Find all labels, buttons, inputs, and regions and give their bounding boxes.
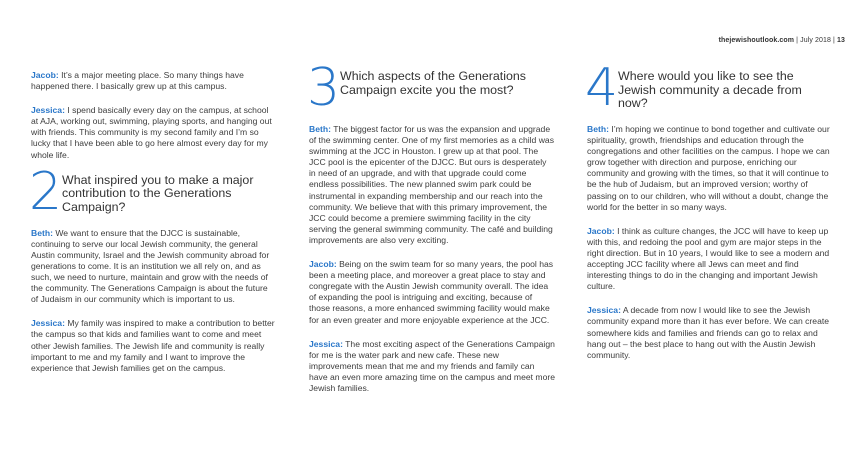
question-block bbox=[585, 58, 833, 118]
page-number: 13 bbox=[837, 37, 845, 44]
header-separator: | bbox=[796, 37, 801, 44]
answer-text: We want to ensure that the DJCC is sustainable, continuing to serve our local Jewish community, the general Austin community, Israel and the Jewish community abroad for generations to come. It is an institution we all rely on, and as such, we need to nurture, maintain and grow with the needs of the community. The Generations Campaign is about the future of Judaism in our community which is important to us. bbox=[31, 227, 270, 305]
column-right bbox=[585, 58, 833, 374]
question-number: 4 bbox=[585, 58, 619, 118]
answer-paragraph bbox=[31, 228, 277, 306]
answer-paragraph bbox=[587, 305, 833, 360]
answer-text: My family was inspired to make a contribution to better the campus so that kids and families want to come and meet other Jewish families. The Jewish life and community is really important to me and my family and I want to improve the experience that Jewish families get on the campus. bbox=[31, 318, 275, 373]
answer-paragraph bbox=[31, 318, 277, 373]
question-number: 3 bbox=[307, 58, 341, 118]
answer-paragraph bbox=[31, 105, 277, 160]
question-block bbox=[29, 161, 277, 222]
speaker-name: Beth: bbox=[31, 227, 53, 238]
answer-paragraph bbox=[309, 339, 555, 394]
answer-text: It’s a major meeting place. So many things have happened there. I basically grew up at this campus. bbox=[31, 70, 244, 92]
page-header bbox=[719, 37, 845, 44]
answer-text: Being on the swim team for so many years, the pool has been a meeting place, and moreover a great place to stay and congregate with the Austin Jewish community overall. The idea of expanding the pool is intriguing and exciting, because of those reasons, a more enhanced swimming facility would make for an even greater and more enjoyable experience at the JCC. bbox=[309, 259, 554, 325]
question-heading: What inspired you to make a major contribution to the Generations Campaign? bbox=[62, 172, 254, 214]
answer-paragraph bbox=[587, 226, 833, 293]
answer-text: The most exciting aspect of the Generations Campaign for me is the water park and new cafe. These new improvements mean that me and my friends and family can have an even more amazing time on the campus and meet more Jewish families. bbox=[309, 338, 556, 393]
answer-paragraph bbox=[309, 124, 555, 246]
site-name: thejewishoutlook.com bbox=[718, 37, 795, 44]
speaker-name: Jessica: bbox=[309, 338, 343, 349]
answer-text: A decade from now I would like to see the Jewish community expand more than it has ever before. We can create somewhere kids and families and friends can go to relax and hang out – the best place to hang out with the Austin Jewish community. bbox=[587, 305, 830, 360]
question-block bbox=[307, 58, 555, 118]
answer-text: I spend basically every day on the campus, at school at AJA, working out, swimming, playing sports, and hanging out with friends. This community is my second family and I’m so lucky that I have been able to go here almost every day for my whole life. bbox=[31, 105, 272, 160]
speaker-name: Beth: bbox=[309, 124, 331, 134]
answer-text: The biggest factor for us was the expansion and upgrade of the swimming center. One of my first memories as a child was swimming at the JCC in Houston. I grew up at that pool. The JCC pool is the epicenter of the DJCC. But ours is desperately in need of an upgrade, and with that upgrade could come endless possibilities. The new planned swim park could be instrumental in expanding membership and our reach into the community. We believe that with this primary improvement, the JCC could become a premiere swimming facility in the city serving the general swimming community. The café and building improvements are also very exciting. bbox=[309, 124, 555, 245]
speaker-name: Jacob: bbox=[587, 225, 615, 236]
header-separator: | bbox=[833, 37, 837, 44]
speaker-name: Jacob: bbox=[309, 259, 337, 270]
answer-text: I’m hoping we continue to bond together and cultivate our spirituality, growth, friendships and education through the congregations and other facilities on the campus. I hope we can grow together with direction and purpose, enriching our community and growing with the times, so that it will continue to be the hub of Judaism, but an improved version; worthy of passing on to our children, who will without a doubt, change the world for the better in so many ways. bbox=[587, 124, 830, 212]
answer-paragraph bbox=[587, 124, 833, 213]
column-middle bbox=[307, 58, 556, 407]
issue-date: July 2018 bbox=[800, 37, 831, 44]
question-number: 2 bbox=[29, 161, 63, 222]
column-left bbox=[31, 70, 277, 387]
speaker-name: Beth: bbox=[587, 124, 609, 134]
answer-paragraph bbox=[31, 70, 277, 92]
answer-paragraph bbox=[309, 259, 555, 326]
speaker-name: Jessica: bbox=[587, 305, 621, 316]
speaker-name: Jessica: bbox=[31, 318, 65, 329]
answer-text: I think as culture changes, the JCC will have to keep up with this, and redoing the pool and gym are major steps in the right direction. But in 10 years, I would like to see a modern and accepting JCC facility where all Jews can meet and find interesting things to do in the changing and important Jewish culture. bbox=[587, 225, 830, 292]
question-heading: Which aspects of the Generations Campaign excite you the most? bbox=[340, 69, 526, 97]
question-heading: Where would you like to see the Jewish community a decade from now? bbox=[618, 69, 802, 111]
speaker-name: Jessica: bbox=[31, 105, 65, 116]
speaker-name: Jacob: bbox=[31, 70, 59, 80]
